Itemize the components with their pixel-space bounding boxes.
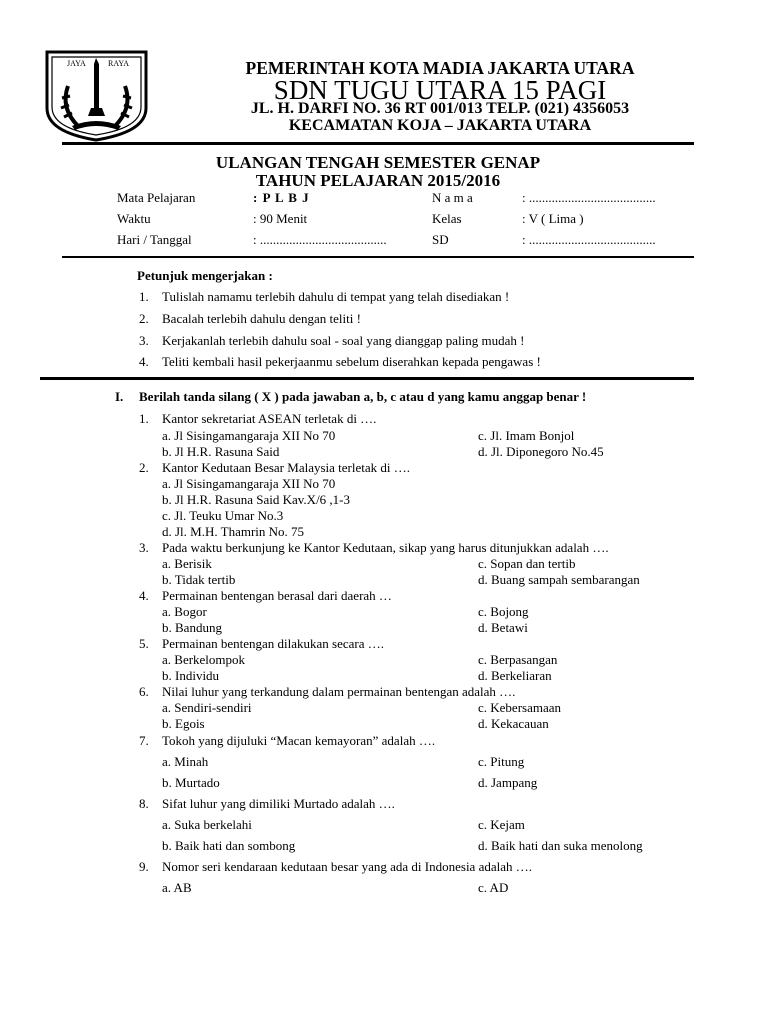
school-address: JL. H. DARFI NO. 36 RT 001/013 TELP. (021) 4356053	[250, 100, 630, 117]
option-d[interactable]: d. Betawi	[478, 620, 528, 635]
instructions-title: Petunjuk mengerjakan :	[137, 268, 273, 283]
question-text: Nomor seri kendaraan kedutaan besar yang ada di Indonesia adalah ….	[162, 859, 532, 874]
info-divider	[62, 256, 694, 258]
instruction-number: 4.	[139, 354, 149, 369]
question-text: Kantor Kedutaan Besar Malaysia terletak di ….	[162, 460, 410, 475]
subject-label: Mata Pelajaran	[117, 190, 196, 205]
option-b[interactable]: b. Tidak tertib	[162, 572, 236, 587]
question-text: Kantor sekretariat ASEAN terletak di ….	[162, 411, 377, 426]
option-a[interactable]: a. Jl Sisingamangaraja XII No 70	[162, 428, 336, 443]
option-c[interactable]: c. Jl. Teuku Umar No.3	[162, 508, 284, 523]
sd-field[interactable]: : .......................................	[522, 232, 656, 247]
subject-value: : P L B J	[253, 190, 310, 205]
option-c[interactable]: c. Sopan dan tertib	[478, 556, 576, 571]
section-number: I.	[115, 389, 124, 404]
option-b[interactable]: b. Egois	[162, 716, 205, 731]
school-name: SDN TUGU UTARA 15 PAGI	[273, 75, 607, 105]
academic-year: TAHUN PELAJARAN 2015/2016	[255, 171, 501, 190]
question-number: 5.	[139, 636, 149, 651]
question-text: Tokoh yang dijuluki “Macan kemayoran” adalah ….	[162, 733, 436, 748]
option-a[interactable]: a. Suka berkelahi	[162, 817, 252, 832]
instruction-number: 3.	[139, 333, 149, 348]
option-b[interactable]: b. Jl H.R. Rasuna Said	[162, 444, 280, 459]
date-label: Hari / Tanggal	[117, 232, 192, 247]
question-text: Pada waktu berkunjung ke Kantor Kedutaan, sikap yang harus ditunjukkan adalah ….	[162, 540, 609, 555]
instruction-item: Bacalah terlebih dahulu dengan teliti !	[162, 311, 361, 326]
option-a[interactable]: a. Minah	[162, 754, 209, 769]
logo-text-right: RAYA	[108, 59, 130, 68]
sd-label: SD	[432, 232, 449, 247]
option-a[interactable]: a. Berkelompok	[162, 652, 246, 667]
option-d[interactable]: d. Jl. Diponegoro No.45	[478, 444, 604, 459]
class-value: : V ( Lima )	[522, 211, 584, 226]
name-field[interactable]: : .......................................	[522, 190, 656, 205]
option-a[interactable]: a. AB	[162, 880, 192, 895]
question-number: 7.	[139, 733, 149, 748]
header-divider	[62, 142, 694, 145]
question-text: Permainan bentengan dilakukan secara ….	[162, 636, 384, 651]
option-d[interactable]: d. Berkeliaran	[478, 668, 552, 683]
option-c[interactable]: c. Kebersamaan	[478, 700, 562, 715]
option-b[interactable]: b. Jl H.R. Rasuna Said Kav.X/6 ,1-3	[162, 492, 351, 507]
option-b[interactable]: b. Murtado	[162, 775, 220, 790]
question-number: 9.	[139, 859, 149, 874]
question-text: Nilai luhur yang terkandung dalam permainan bentengan adalah ….	[162, 684, 516, 699]
question-number: 1.	[139, 411, 149, 426]
time-value: : 90 Menit	[253, 211, 308, 226]
jakarta-emblem-logo	[44, 50, 149, 142]
exam-title: ULANGAN TENGAH SEMESTER GENAP	[215, 153, 541, 172]
option-d[interactable]: d. Baik hati dan suka menolong	[478, 838, 643, 853]
option-c[interactable]: c. Pitung	[478, 754, 525, 769]
instruction-item: Tulislah namamu terlebih dahulu di tempat yang telah disediakan !	[162, 289, 510, 304]
option-b[interactable]: b. Bandung	[162, 620, 222, 635]
question-number: 4.	[139, 588, 149, 603]
school-district: KECAMATAN KOJA – JAKARTA UTARA	[288, 117, 592, 134]
question-number: 3.	[139, 540, 149, 555]
option-d[interactable]: d. Buang sampah sembarangan	[478, 572, 640, 587]
instruction-number: 1.	[139, 289, 149, 304]
logo-text-left: JAYA	[67, 59, 86, 68]
section-divider	[40, 377, 694, 380]
name-label: N a m a	[432, 190, 473, 205]
option-d[interactable]: d. Kekacauan	[478, 716, 549, 731]
date-field[interactable]: : .......................................	[253, 232, 387, 247]
option-c[interactable]: c. Kejam	[478, 817, 525, 832]
option-b[interactable]: b. Individu	[162, 668, 220, 683]
question-text: Permainan bentengan berasal dari daerah …	[162, 588, 392, 603]
class-label: Kelas	[432, 211, 462, 226]
option-a[interactable]: a. Jl Sisingamangaraja XII No 70	[162, 476, 336, 491]
government-name: PEMERINTAH KOTA MADIA JAKARTA UTARA	[245, 58, 635, 78]
option-c[interactable]: c. Berpasangan	[478, 652, 558, 667]
option-c[interactable]: c. Bojong	[478, 604, 529, 619]
option-d[interactable]: d. Jl. M.H. Thamrin No. 75	[162, 524, 305, 539]
section-instruction: Berilah tanda silang ( X ) pada jawaban a, b, c atau d yang kamu anggap benar !	[139, 389, 587, 404]
option-b[interactable]: b. Baik hati dan sombong	[162, 838, 296, 853]
question-number: 6.	[139, 684, 149, 699]
instruction-item: Kerjakanlah terlebih dahulu soal - soal yang dianggap paling mudah !	[162, 333, 525, 348]
option-a[interactable]: a. Berisik	[162, 556, 212, 571]
question-number: 8.	[139, 796, 149, 811]
option-d[interactable]: d. Jampang	[478, 775, 538, 790]
instruction-item: Teliti kembali hasil pekerjaanmu sebelum diserahkan kepada pengawas !	[162, 354, 541, 369]
question-number: 2.	[139, 460, 149, 475]
instruction-number: 2.	[139, 311, 149, 326]
option-c[interactable]: c. AD	[478, 880, 509, 895]
option-c[interactable]: c. Jl. Imam Bonjol	[478, 428, 575, 443]
time-label: Waktu	[117, 211, 151, 226]
option-a[interactable]: a. Bogor	[162, 604, 207, 619]
option-a[interactable]: a. Sendiri-sendiri	[162, 700, 252, 715]
question-text: Sifat luhur yang dimiliki Murtado adalah ….	[162, 796, 395, 811]
